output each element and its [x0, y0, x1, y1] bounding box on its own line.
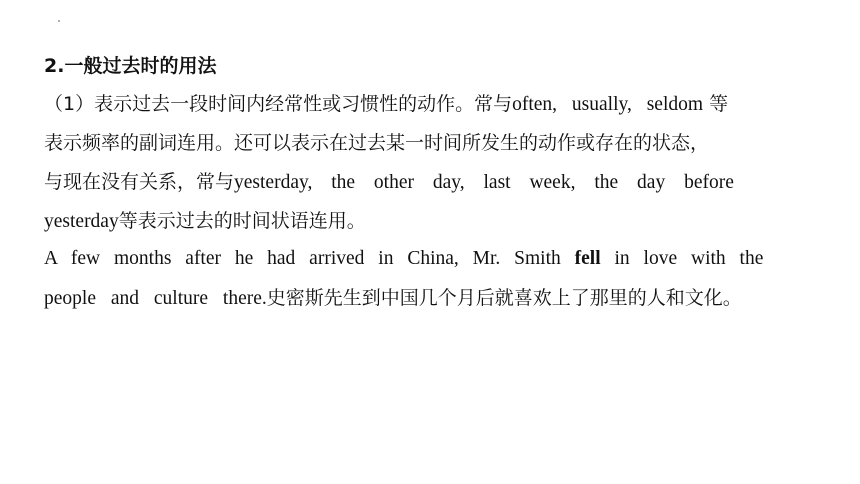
rule-line-1-en: often, usually, seldom [512, 94, 704, 115]
example-line-1-before: A few months after he had arrived in China, Mr. Smith [44, 248, 561, 269]
rule-line-3 [44, 168, 804, 197]
example-line-2 [44, 284, 804, 313]
rule-line-4-cn: 等表示过去的时间状语连用。 [118, 210, 366, 232]
rule-line-4-en: yesterday [44, 211, 119, 232]
section-heading: 2.一般过去时的用法 [44, 55, 217, 77]
example-line-1-after: in love with the [614, 248, 764, 269]
rule-line-1-tail: 等 [703, 93, 729, 115]
example-line-2-en: people and culture there. [44, 288, 267, 309]
example-keyword: fell [574, 248, 601, 269]
example-line-2-cn: 史密斯先生到中国几个月后就喜欢上了那里的人和文化。 [266, 287, 742, 309]
rule-line-2: 表示频率的副词连用。还可以表示在过去某一时间所发生的动作或存在的状态， [44, 132, 710, 154]
rule-line-1-cn: （1）表示过去一段时间内经常性或习惯性的动作。常与 [44, 93, 513, 115]
rule-line-1 [44, 90, 804, 119]
rule-line-3-en: yesterday, the other day, last week, the day before [234, 172, 734, 193]
decorative-dot [58, 20, 60, 22]
example-line-1 [44, 245, 804, 273]
rule-line-3-cn: 与现在没有关系，常与 [44, 171, 235, 193]
rule-line-4 [44, 207, 804, 236]
